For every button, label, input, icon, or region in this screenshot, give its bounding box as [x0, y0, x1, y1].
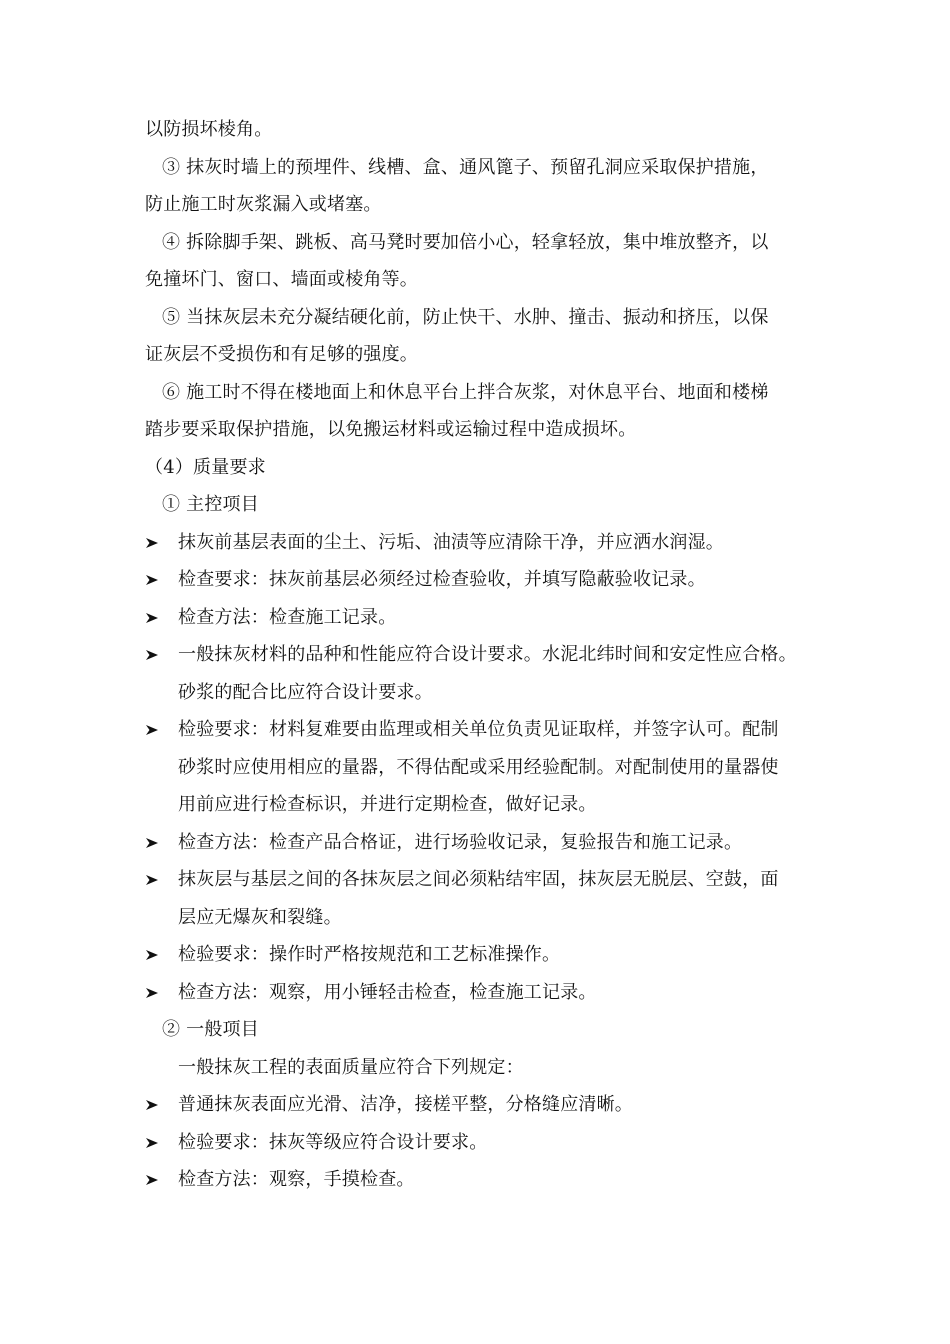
list-item: 检查方法：检查产品合格证，进行场验收记录，复验报告和施工记录。: [178, 832, 743, 853]
text-line: ⑤ 当抹灰层未充分凝结硬化前，防止快干、水肿、撞击、振动和挤压，以保: [162, 307, 769, 328]
arrowhead-bullet-icon: [145, 1093, 161, 1117]
list-item: 检验要求：操作时严格按规范和工艺标准操作。: [178, 944, 561, 965]
list-item: 检验要求：材料复难要由监理或相关单位负责见证取样，并签字认可。配制: [178, 719, 779, 740]
list-item: 检查方法：观察，用小锤轻击检查，检查施工记录。: [178, 982, 597, 1003]
list-item-continuation: 层应无爆灰和裂缝。: [178, 907, 342, 928]
list-item: 一般抹灰材料的品种和性能应符合设计要求。水泥北纬时间和安定性应合格。: [178, 644, 797, 665]
arrowhead-bullet-icon: [145, 531, 161, 555]
subsection-heading: ② 一般项目: [162, 1019, 259, 1040]
arrowhead-bullet-icon: [145, 1168, 161, 1192]
text-line: ④ 拆除脚手架、跳板、高马凳时要加倍小心，轻拿轻放，集中堆放整齐，以: [162, 232, 769, 253]
list-item: 检查方法：检查施工记录。: [178, 607, 397, 628]
list-item-continuation: 用前应进行检查标识，并进行定期检查，做好记录。: [178, 794, 597, 815]
arrowhead-bullet-icon: [145, 868, 161, 892]
text-line: ③ 抹灰时墙上的预埋件、线槽、盒、通风篦子、预留孔洞应采取保护措施，: [162, 157, 769, 178]
text-line: 免撞坏门、窗口、墙面或棱角等。: [145, 269, 418, 290]
arrowhead-bullet-icon: [145, 643, 161, 667]
subsection-heading: ① 主控项目: [162, 494, 259, 515]
list-item: 抹灰层与基层之间的各抹灰层之间必须粘结牢固，抹灰层无脱层、空鼓，面: [178, 869, 779, 890]
arrowhead-bullet-icon: [145, 943, 161, 967]
text-line: 以防损坏棱角。: [145, 119, 273, 140]
list-item: 抹灰前基层表面的尘土、污垢、油渍等应清除干净，并应洒水润湿。: [178, 532, 724, 553]
arrowhead-bullet-icon: [145, 981, 161, 1005]
text-line: 一般抹灰工程的表面质量应符合下列规定：: [178, 1057, 524, 1078]
text-line: 防止施工时灰浆漏入或堵塞。: [145, 194, 382, 215]
list-item: 检查方法：观察，手摸检查。: [178, 1169, 415, 1190]
arrowhead-bullet-icon: [145, 831, 161, 855]
list-item-continuation: 砂浆时应使用相应的量器，不得估配或采用经验配制。对配制使用的量器使: [178, 757, 779, 778]
arrowhead-bullet-icon: [145, 568, 161, 592]
list-item: 普通抹灰表面应光滑、洁净，接槎平整，分格缝应清晰。: [178, 1094, 633, 1115]
list-item-continuation: 砂浆的配合比应符合设计要求。: [178, 682, 433, 703]
list-item: 检验要求：抹灰等级应符合设计要求。: [178, 1132, 488, 1153]
text-line: 证灰层不受损伤和有足够的强度。: [145, 344, 418, 365]
arrowhead-bullet-icon: [145, 718, 161, 742]
arrowhead-bullet-icon: [145, 606, 161, 630]
text-line: 踏步要采取保护措施，以免搬运材料或运输过程中造成损坏。: [145, 419, 637, 440]
section-heading: （4）质量要求: [145, 457, 266, 478]
arrowhead-bullet-icon: [145, 1131, 161, 1155]
list-item: 检查要求：抹灰前基层必须经过检查验收，并填写隐蔽验收记录。: [178, 569, 706, 590]
text-line: ⑥ 施工时不得在楼地面上和休息平台上拌合灰浆，对休息平台、地面和楼梯: [162, 382, 769, 403]
